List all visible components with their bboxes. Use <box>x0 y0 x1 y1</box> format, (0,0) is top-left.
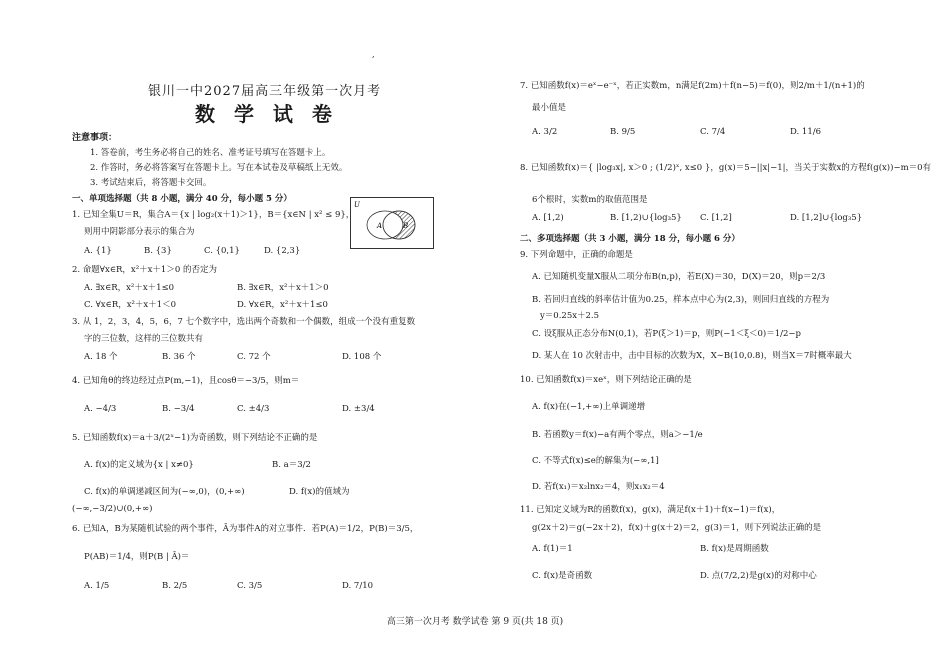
ink-dot: , <box>372 50 375 59</box>
q7-option-b: B. 9/5 <box>610 127 636 137</box>
q11-option-d: D. 点(7/2,2)是g(x)的对称中心 <box>700 571 817 581</box>
q11-stem: 11. 已知定义域为R的函数f(x)，g(x)，满足f(x＋1)＋f(x−1)＝f(x)， <box>520 505 781 515</box>
q1-option-a: A. {1} <box>84 246 112 256</box>
q2-option-a: A. ∃x∈R，x²＋x＋1≤0 <box>84 283 175 293</box>
q8-option-b: B. [1,2)∪{log₃5} <box>610 213 682 223</box>
q10-stem: 10. 已知函数f(x)＝xeˣ，则下列结论正确的是 <box>520 375 692 385</box>
subject-title: 数 学 试 卷 <box>195 102 338 126</box>
section2-heading: 二、多项选择题（共 3 小题，满分 18 分，每小题 6 分） <box>520 234 740 244</box>
q1-stem: 则用中阴影部分表示的集合为 <box>84 227 195 237</box>
q10-option-b: B. 若函数y＝f(x)−a有两个零点，则a＞−1/e <box>532 430 703 440</box>
q4-stem: 4. 已知角θ的终边经过点P(m,−1)，且cosθ＝−3/5，则m＝ <box>72 376 300 386</box>
q11-stem: g(2x＋2)＝g(−2x＋2)，f(x)＋g(x＋2)＝2，g(3)＝1，则下列说法正确的是 <box>532 523 822 533</box>
q3-option-b: B. 36 个 <box>162 352 196 362</box>
q6-option-a: A. 1/5 <box>84 581 110 591</box>
q1-option-d: D. {2,3} <box>264 246 301 256</box>
q9-option-a: A. 已知随机变量X服从二项分布B(n,p)，若E(X)＝30，D(X)＝20，则p＝2/3 <box>532 272 826 282</box>
q5-option-d-range: (−∞,−3/2)∪(0,+∞) <box>72 504 153 514</box>
notice-item: 2. 作答时，务必将答案写在答题卡上。写在本试卷及草稿纸上无效。 <box>90 163 348 173</box>
q4-option-a: A. −4/3 <box>84 404 117 414</box>
q5-option-b: B. a＝3/2 <box>272 460 311 470</box>
q4-option-b: B. −3/4 <box>162 404 195 414</box>
q2-stem: 2. 命题∀x∈R，x²＋x＋1＞0 的否定为 <box>72 265 217 275</box>
section1-heading: 一、单项选择题（共 8 小题，满分 40 分，每小题 5 分） <box>72 194 292 204</box>
school-title: 银川一中2027届高三年级第一次月考 <box>148 84 382 99</box>
q8-option-c: C. [1,2] <box>700 213 732 223</box>
q11-option-a: A. f(1)＝1 <box>532 544 573 554</box>
notice-item: 1. 答卷前，考生务必将自己的姓名、准考证号填写在答题卡上。 <box>90 148 331 158</box>
q11-option-c: C. f(x)是奇函数 <box>532 571 593 581</box>
q5-stem: 5. 已知函数f(x)＝a＋3/(2ˣ−1)为奇函数，则下列结论不正确的是 <box>72 433 318 443</box>
q2-option-c: C. ∀x∈R，x²＋x＋1＜0 <box>84 300 177 310</box>
q7-option-c: C. 7/4 <box>700 127 726 137</box>
q10-option-a: A. f(x)在(−1,+∞)上单调递增 <box>532 402 646 412</box>
q4-option-d: D. ±3/4 <box>342 404 375 414</box>
q9-stem: 9. 下列命题中，正确的命题是 <box>520 250 633 260</box>
q5-option-c: C. f(x)的单调递减区间为(−∞,0)，(0,+∞) <box>84 487 245 497</box>
q3-stem: 字的三位数，这样的三位数共有 <box>84 334 204 344</box>
q10-option-d: D. 若f(x₁)＝x₂lnx₂＝4，则x₁x₂＝4 <box>532 482 665 492</box>
q9-option-b: B. 若回归直线的斜率估计值为0.25，样本点中心为(2,3)，则回归直线的方程为 <box>532 295 830 305</box>
q8-option-d: D. [1,2]∪{log₃5} <box>790 213 863 223</box>
q8-stem: 6个根时，实数m的取值范围是 <box>532 195 648 205</box>
q3-option-d: D. 108 个 <box>342 352 382 362</box>
q2-option-d: D. ∀x∈R，x²＋x＋1≤0 <box>237 300 328 310</box>
venn-label-a: A <box>377 222 383 230</box>
q6-stem: P(AB)＝1/4，则P(B | Ā)＝ <box>84 552 190 562</box>
q6-option-c: C. 3/5 <box>237 581 263 591</box>
q9-option-d: D. 某人在 10 次射击中，击中目标的次数为X，X∼B(10,0.8)，则当X＝7时概率最大 <box>532 351 852 361</box>
q6-stem: 6. 已知A，B为某随机试验的两个事件，Ā为事件A的对立事件．若P(A)＝1/2，P(B)＝3/5， <box>72 524 419 534</box>
q1-option-b: B. {3} <box>144 246 172 256</box>
q5-option-d: D. f(x)的值域为 <box>289 487 350 497</box>
page-footer: 高三第一次月考 数学试卷 第 9 页(共 18 页) <box>386 617 564 627</box>
venn-label-u: U <box>354 201 360 209</box>
q7-stem: 7. 已知函数f(x)＝eˣ−e⁻ˣ，若正实数m，n满足f(2m)＋f(n−5)＝f(0)，则2/m＋1/(n+1)的 <box>520 81 865 91</box>
notice-item: 3. 考试结束后，将答题卡交回。 <box>90 178 212 188</box>
venn-label-b: B <box>403 222 409 230</box>
q6-option-d: D. 7/10 <box>342 581 374 591</box>
q9-option-b-cont: y＝0.25x＋2.5 <box>540 311 600 321</box>
notice-heading: 注意事项： <box>72 133 118 143</box>
q11-option-b: B. f(x)是周期函数 <box>700 544 769 554</box>
venn-diagram <box>350 197 434 249</box>
q2-option-b: B. ∃x∈R，x²＋x＋1＞0 <box>237 283 329 293</box>
q7-option-d: D. 11/6 <box>790 127 822 137</box>
q1-option-c: C. {0,1} <box>204 246 240 256</box>
q6-option-b: B. 2/5 <box>162 581 188 591</box>
q3-option-a: A. 18 个 <box>84 352 118 362</box>
q9-option-c: C. 设ξ服从正态分布N(0,1)，若P(ξ＞1)＝p，则P(−1＜ξ＜0)＝1/2−p <box>532 329 801 339</box>
q7-option-a: A. 3/2 <box>532 127 558 137</box>
q7-stem: 最小值是 <box>532 103 567 113</box>
q3-option-c: C. 72 个 <box>237 352 271 362</box>
q10-option-c: C. 不等式f(x)≤e的解集为(−∞,1] <box>532 456 659 466</box>
q8-stem: 8. 已知函数f(x)＝{ |log₃x|, x＞0 ; (1/2)ˣ, x≤0 }，g(x)＝5−||x|−1|，当关于实数x的方程f(g(x))−m＝0有 <box>520 163 932 173</box>
q1-stem: 1. 已知全集U＝R，集合A＝{x | log₂(x＋1)＞1}，B＝{x∈N | x² ≤ 9}， <box>72 210 355 220</box>
q4-option-c: C. ±4/3 <box>237 404 270 414</box>
q5-option-a: A. f(x)的定义域为{x | x≠0} <box>84 460 194 470</box>
q8-option-a: A. [1,2) <box>532 213 564 223</box>
q3-stem: 3. 从 1，2，3，4，5，6，7 七个数字中，选出两个奇数和一个偶数，组成一个没有重复数 <box>72 317 416 327</box>
